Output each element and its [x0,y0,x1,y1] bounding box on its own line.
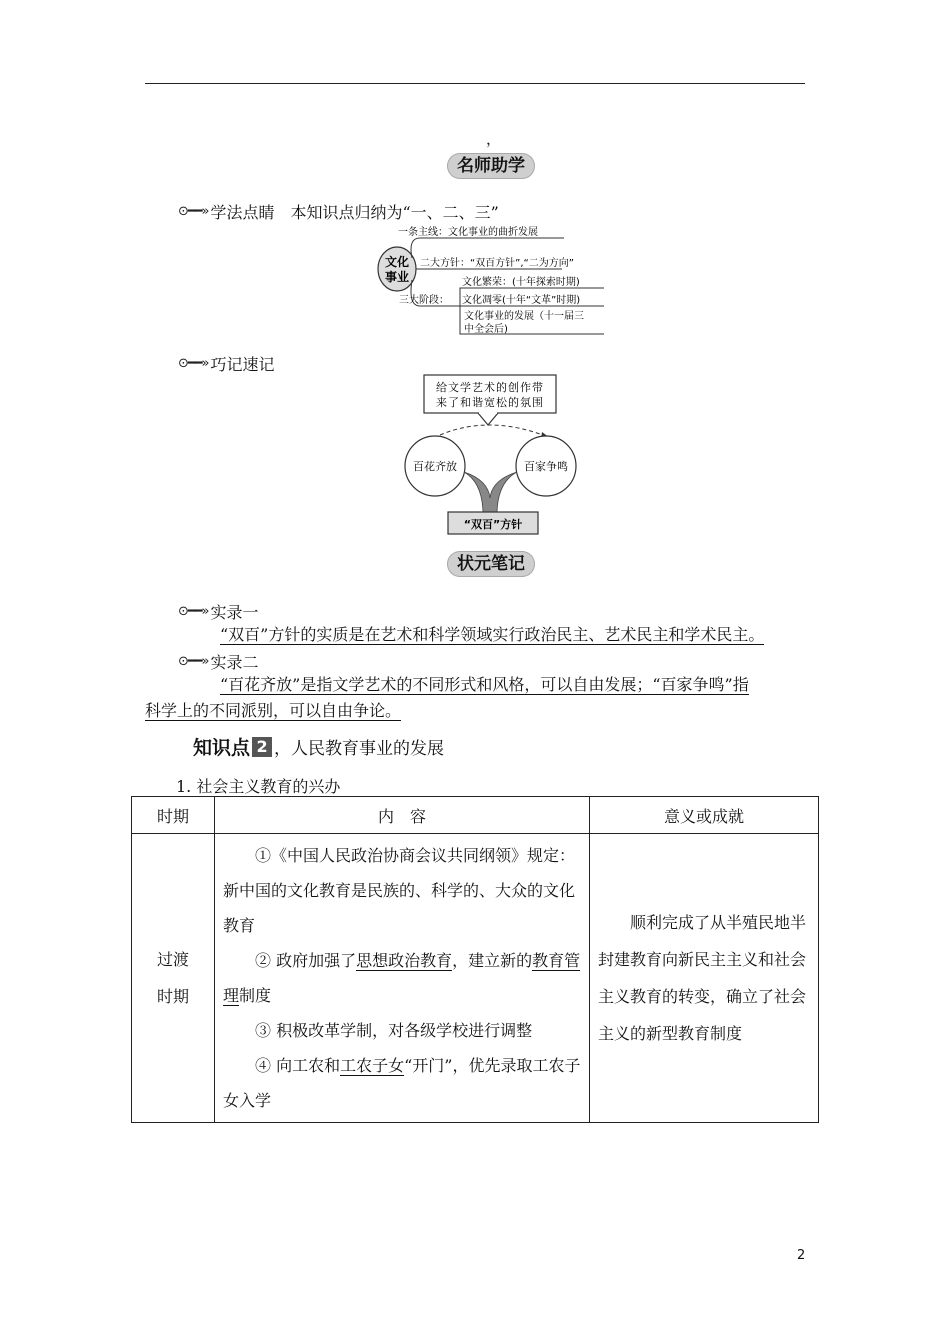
kp-title: ，人民教育事业的发展 [274,739,445,759]
diagram1-stage1: 文化繁荣：(十年探索时期) [462,277,580,288]
content-item-4: ④ 向工农和工农子女“开门”，优先录取工农子女入学 [223,1056,581,1110]
tip-memory-text: 巧记速记 [210,355,275,374]
cell-period: 过渡 时期 [132,834,215,1123]
cell-meaning: 顺利完成了从半殖民地半封建教育向新民主主义和社会主义教育的转变，确立了社会主义的新型教育制度 [590,834,819,1123]
note1-heading [178,600,259,623]
base-label: “双百”方针 [463,518,523,531]
page-number: 2 [797,1248,806,1263]
center-label-1: 文化 [384,255,410,269]
callout-line2: 来了和谐宽松的氛围 [436,396,544,409]
diagram1-line1: 一条主线：文化事业的曲折发展 [398,227,538,238]
arrow-bullet-icon: ⊙━━» [178,204,209,219]
arrow-bullet-icon: ⊙━━» [178,356,209,371]
note1-text: “双百”方针的实质是在艺术和科学领域实行政治民主、艺术民主和学术民主。 [220,625,765,644]
note2-heading [178,650,259,673]
diagram1-stage3b: 中全会后) [464,324,508,335]
note2-line1: “百花齐放”是指文学艺术的不同形式和风格，可以自由发展；“百家争鸣”指 [220,675,749,694]
note1-title: 实录一 [210,603,259,622]
left-circle-label: 百花齐放 [413,460,457,473]
note2-line2: 科学上的不同派别，可以自由争论。 [145,701,402,720]
kp-label: 知识点 [193,737,251,759]
arrow-bullet-icon: ⊙━━» [178,604,209,619]
callout-line1: 给文学艺术的创作带 [436,381,544,394]
double-hundred-diagram [400,372,585,542]
tip-memory [178,352,275,375]
header-rule [145,83,805,84]
content-item-3: ③ 积极改革学制，对各级学校进行调整 [255,1021,533,1040]
knowledge-point-heading [193,733,444,760]
content-item-1: ①《中国人民政治协商会议共同纲领》规定：新中国的文化教育是民族的、科学的、大众的文化教育 [223,846,576,935]
kp-number: 2 [252,737,272,757]
diagram1-stage2: 文化凋零(十年“文革”时期) [462,295,581,306]
arrow-bullet-icon: ⊙━━» [178,654,209,669]
culture-summary-diagram [372,222,612,340]
tip-method-text: 学法点睛 本知识点归纳为“一、二、三” [210,203,499,222]
center-ellipse [378,247,416,291]
header-period: 时期 [132,797,215,834]
diagram1-line3: 三大阶段： [399,295,449,306]
center-label-2: 事业 [384,270,410,284]
diagram1-line2: 二大方针：“双百方针”,“二为方向” [420,258,574,269]
badge-top-notes: 状元笔记 [447,551,535,577]
tip-method [178,200,499,223]
table-row [132,834,819,1123]
note2-title: 实录二 [210,653,259,672]
table-header-row [132,797,819,834]
subheading-1: 1. 社会主义教育的兴办 [176,777,341,796]
header-content: 内 容 [215,797,590,834]
header-meaning: 意义或成就 [590,797,819,834]
content-item-2: ② 政府加强了思想政治教育，建立新的教育管理制度 [223,951,581,1005]
badge-teacher-help: 名师助学 [447,153,535,179]
diagram1-stage3a: 文化事业的发展（十一届三 [464,311,584,322]
right-circle-label: 百家争鸣 [524,460,568,473]
cell-content [215,834,590,1123]
education-table [131,796,819,1123]
stray-comma: ， [486,130,502,148]
